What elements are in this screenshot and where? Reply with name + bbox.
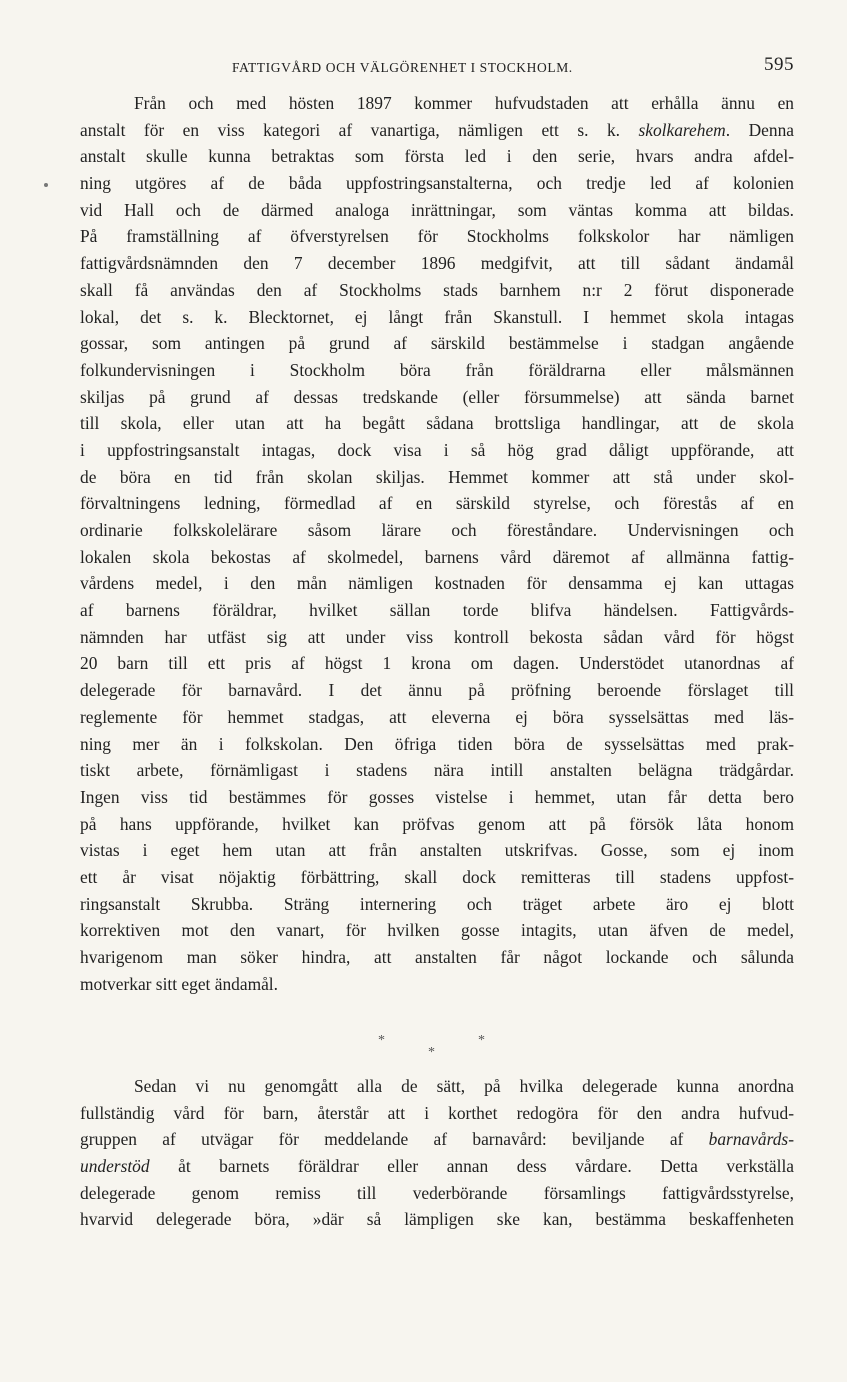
emphasized-term: skolkarehem	[638, 119, 726, 140]
text-line: Ingen viss tid bestämmes för gosses vistelse i hemmet, utan får detta bero	[80, 786, 794, 807]
text-line: ning utgöres af de båda uppfostringsanstalterna, och tredje led af kolonien	[80, 173, 794, 194]
text-line: skall få användas den af Stockholms stads barnhem n:r 2 förut disponerade	[80, 279, 794, 300]
text-line: reglemente för hemmet stadgas, att eleverna ej böra sysselsättas med läs-	[80, 706, 794, 727]
text-line: af barnens föräldrar, hvilket sällan torde blifva händelsen. Fattigvårds-	[80, 600, 794, 621]
asterisk: *	[428, 1045, 435, 1060]
text-line: motverkar sitt eget ändamål.	[80, 973, 278, 994]
text-line: korrektiven mot den vanart, för hvilken gosse intagits, utan äfven de medel,	[80, 920, 794, 941]
text-line: delegerade för barnavård. I det ännu på pröfning beroende förslaget till	[80, 680, 794, 701]
asterisk: *	[378, 1033, 385, 1048]
paragraph-barnavardsunderstod	[80, 1073, 794, 1233]
line-part: gruppen af utvägar för meddelande af barnavård: beviljande af	[80, 1129, 709, 1150]
text-line: skiljas på grund af dessas tredskande (eller försummelse) att sända barnet	[80, 386, 794, 407]
text-line: hvarvid delegerade böra, »där så lämpligen ske kan, bestämma beskaffenheten	[80, 1209, 794, 1230]
page-number: 595	[764, 54, 794, 75]
line-part: anstalt för en viss kategori af vanartiga, nämligen ett s. k.	[80, 119, 639, 140]
text-line: vid Hall och de därmed analoga inrättningar, som väntas komma att bildas.	[80, 199, 794, 220]
text-line: anstalt skulle kunna betraktas som första led i den serie, hvars andra afdel-	[80, 146, 794, 167]
emphasized-term: understöd	[80, 1156, 150, 1177]
text-line: delegerade genom remiss till vederbörande församlings fattigvårdsstyrelse,	[80, 1182, 794, 1203]
asterisk: *	[478, 1033, 485, 1048]
text-line: Sedan vi nu genomgått alla de sätt, på hvilka delegerade kunna anordna	[134, 1076, 794, 1096]
text-line: På framställning af öfverstyrelsen för Stockholms folkskolor har nämligen	[80, 226, 794, 247]
text-line	[80, 1126, 794, 1153]
text-line: lokalen skola bekostas af skolmedel, barnens vård däremot af allmänna fattig-	[80, 546, 794, 567]
running-head	[80, 54, 794, 78]
text-line: 20 barn till ett pris af högst 1 krona om dagen. Understödet utanordnas af	[80, 653, 794, 674]
paragraph-skolkarehem	[80, 90, 794, 997]
text-line: vårdens medel, i den mån nämligen kostnaden för densamma ej kan uttagas	[80, 573, 794, 594]
text-line: de böra en tid från skolan skiljas. Hemmet kommer att stå under skol-	[80, 466, 794, 487]
text-line: Från och med hösten 1897 kommer hufvudstaden att erhålla ännu en	[134, 93, 794, 113]
text-line: ordinarie folkskolelärare såsom lärare och föreståndare. Undervisningen och	[80, 520, 794, 540]
text-line: vistas i eget hem utan att från anstalten utskrifvas. Gosse, som ej inom	[80, 840, 794, 861]
running-title: FATTIGVÅRD OCH VÄLGÖRENHET I STOCKHOLM.	[232, 60, 573, 75]
text-line: folkundervisningen i Stockholm böra från föräldrarna eller målsmännen	[80, 359, 794, 380]
text-line	[80, 1153, 794, 1180]
text-line: ett år visat nöjaktig förbättring, skall dock remitteras till stadens uppfost-	[80, 866, 794, 887]
section-separator	[360, 1031, 500, 1061]
text-line: lokal, det s. k. Blecktornet, ej långt från Skanstull. I hemmet skola intagas	[80, 306, 794, 327]
text-line: förvaltningens ledning, förmedlad af en särskild styrelse, och förestås af en	[80, 493, 794, 514]
text-line: ringsanstalt Skrubba. Sträng internering och träget arbete äro ej blott	[80, 893, 794, 914]
text-line: tiskt arbete, förnämligast i stadens nära intill anstalten belägna trädgårdar.	[80, 760, 794, 781]
text-line: fullständig vård för barn, återstår att i korthet redogöra för den andra hufvud-	[80, 1102, 794, 1123]
margin-mark	[44, 183, 48, 187]
line-part: åt barnets föräldrar eller annan dess vårdare. Detta verkställa	[149, 1156, 794, 1177]
text-line: på hans uppförande, hvilket kan pröfvas genom att på försök låta honom	[80, 813, 794, 834]
text-line: gossar, som antingen på grund af särskild bestämmelse i stadgan angående	[80, 333, 794, 354]
text-line: i uppfostringsanstalt intagas, dock visa i så hög grad dåligt uppförande, att	[80, 439, 794, 460]
text-line: nämnden har utfäst sig att under viss kontroll bekosta sådan vård för högst	[80, 626, 794, 647]
text-line	[80, 117, 794, 144]
text-line: hvarigenom man söker hindra, att anstalten får något lockande och sålunda	[80, 947, 794, 967]
text-line: till skola, eller utan att ha begått sådana brottsliga handlingar, att de skola	[80, 413, 794, 434]
emphasized-term: barnavårds-	[708, 1129, 794, 1150]
text-line: ning mer än i folkskolan. Den öfriga tiden böra de sysselsättas med prak-	[80, 733, 794, 754]
text-line: fattigvårdsnämnden den 7 december 1896 medgifvit, att till sådant ändamål	[80, 253, 794, 274]
line-part: . Denna	[725, 119, 794, 140]
